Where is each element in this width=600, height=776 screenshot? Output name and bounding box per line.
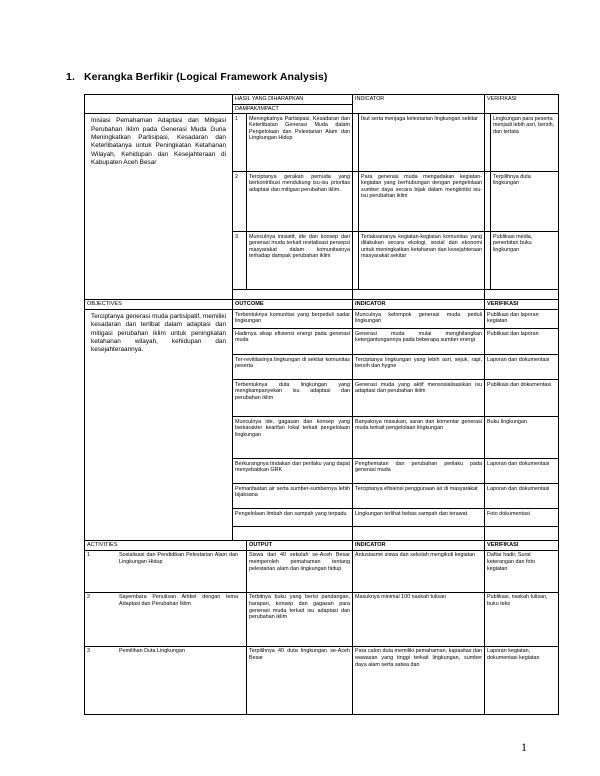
- activity-cell: [85, 646, 247, 714]
- outcome-cell: Pemanfaatan air serta sumber-sumbernya lebih bijaksana: [233, 484, 353, 509]
- activity-no: 3: [87, 648, 90, 655]
- outcome-verif: Laporan dan dokumentasi: [485, 355, 559, 380]
- activity-verif: Laporan kegiatan, dokumentasi kegiatan: [485, 646, 559, 714]
- logframe-table: [84, 94, 559, 715]
- objectives-label: OBJECTIVES: [85, 300, 233, 310]
- dampak-header: DAMPAK/IMPACT: [233, 104, 353, 114]
- hasil-header: HASIL YANG DIHARAPKAN: [233, 95, 353, 105]
- activity-indicator: Para calon duta memiliki pemahaman, kapasitas dan wawasan yang tinggi terkait lingkungan, sumber daya alam serta satwa dan: [353, 646, 485, 714]
- goal-header-blank: [85, 95, 233, 114]
- section-heading: [66, 71, 327, 83]
- objectives-indicator-header: INDICATOR: [353, 300, 485, 310]
- outcome-indicator: Terciptanya efisiensi penggunaan air di masyarakat: [353, 484, 485, 509]
- activity-indicator: Antusiasme siswa dan sekolah mengikuti kegiatan: [353, 550, 485, 592]
- outcome-cell: Berkurangnya tindakan dan perilaku yang dapat menyebabkan GRK: [233, 459, 353, 484]
- heading-title: Kerangka Berfikir (Logical Framework Analysis): [84, 71, 328, 83]
- outcome-verif: Publikasi dan laporan: [485, 329, 559, 355]
- impact-verif: Lingkungan para peserta menjadi lebih asri, bersih, dan tertata: [491, 114, 559, 172]
- outcome-indicator: Lingkungan terlihat bebas sampah dan terawat: [353, 509, 485, 527]
- outcome-cell: Hadirnya sikap efisiensi energi pada generasi muda: [233, 329, 353, 355]
- outcome-indicator: Penghematan dan perubahan perilaku pada generasi muda: [353, 459, 485, 484]
- outcome-header: OUTCOME: [233, 300, 353, 310]
- outcome-verif: Foto dokumentasi: [485, 509, 559, 527]
- outcome-cell: Pengelolaan limbah dan sampah yang terpadu: [233, 509, 353, 527]
- impact-no: 2: [233, 172, 247, 232]
- impact-text: Terciptanya gerakan pemuda yang berkontribusi mendukung isu-isu prioritas adaptasi dan mitigasi perubahan iklim.: [247, 172, 353, 232]
- activities-label: ACTIVITIES: [85, 541, 247, 551]
- activity-text: Sosialisasi dan Pendidikan Pelestarian Alam dan Lingkungan Hidup: [119, 552, 238, 565]
- activity-verif: Daftar hadir, Surat keterangan dan foto kegiatan: [485, 550, 559, 592]
- goal-verifikasi-header: VERIFIKASI: [485, 95, 559, 114]
- impact-verif: Terpilihnya duta lingkungan: [491, 172, 559, 232]
- heading-number: 1.: [66, 71, 75, 83]
- impact-no: 3: [233, 232, 247, 290]
- activity-text: Sayembara Penulisan Artikel dengan tema Adaptasi dan Perubahan Iklim: [119, 594, 238, 607]
- output-cell: Terpilihnya 40 duta lingkungan se-Aceh Besar: [247, 646, 353, 714]
- outcome-verif: Publikasi dan dokumentasi: [485, 380, 559, 417]
- outcome-cell: Ter-revitilasinya lingkungan di sekitar komunitas peserta: [233, 355, 353, 380]
- outcome-verif: Buku lingkungan: [485, 417, 559, 459]
- activity-cell: [85, 550, 247, 592]
- outcome-indicator: Generasi muda yang aktif mensosialisasikan isu adaptasi dan perubahan iklim: [353, 380, 485, 417]
- impact-text: Munculnya inisiatif, ide dan konsep dari generasi muda terkait revitalisasi persepsi masyarakat dalam komunitasnya terhadap dampak perubahan iklim: [247, 232, 353, 290]
- activity-no: 2: [87, 594, 90, 601]
- goal-indicator-header: INDICATOR: [353, 95, 485, 114]
- activities-verif-header: VERIFIKASI: [485, 541, 559, 551]
- objectives-verif-header: VERIFIKASI: [485, 300, 559, 310]
- outcome-verif: Laporan dan dokumentasi: [485, 459, 559, 484]
- impact-no: 1: [233, 114, 247, 172]
- outcome-verif: Publikasi dan laporan kegiatan: [485, 310, 559, 329]
- activity-no: 1: [87, 552, 90, 559]
- output-header: OUTPUT: [247, 541, 353, 551]
- page-number: 1: [521, 740, 527, 754]
- outcome-indicator: Munculnya kelompok generasi muda peduli lingkungan: [353, 310, 485, 329]
- objectives-text: Terciptanya generasi muda partisipatif, memiliki kesadaran dan terlibat dalam adaptasi dan mitigasi perubahan iklim untuk peningkatan ketahanan wilayah, kehidupan dan kesejahteraannya.: [85, 310, 233, 541]
- activity-indicator: Masuknya minimal 100 naskah tulisan: [353, 592, 485, 646]
- impact-indicator: Terlaksananya kegiatan-kegiatan komunitas yang dilakukan secara ekologi, sosial dan ekonomi untuk meningkatkan ketahanan dan kesejahteraan masyarakat sekitar: [359, 232, 485, 290]
- impact-indicator: Para generasi muda mengadakan kegiatan-kegiatan yang berhubungan dengan pengelolaan sumber daya secara bijak dalam mengkritisi isu-isu perubahan iklim: [359, 172, 485, 232]
- outcome-indicator: Terciptanya lingkungan yang lebih asri, sejuk, rapi, bersih dan hygne: [353, 355, 485, 380]
- activities-indicator-header: INDICATOR: [353, 541, 485, 551]
- goal-text: Inisiasi Pemahaman Adaptasi dan Mitigasi Perubahan Iklim pada Generasi Muda Guna Meningkatkan Partisipasi, Kesadaran dan Keterlibatanya untuk Peningkatan Ketahanan Wilayah, Kehidupan dan Kesejahteraan di Kabupaten Aceh Besar: [85, 114, 233, 300]
- impact-indicator: Ikut serta menjaga kelestarian lingkungan sekitar: [359, 114, 485, 172]
- activity-verif: Publikasi, naskah tulisan, buku teks: [485, 592, 559, 646]
- output-cell: Siswa dari 40 sekolah se-Aceh Besar memperoleh pemahaman tentang pelestarian alam dan lingkungan hidup: [247, 550, 353, 592]
- impact-verif: Publikasi media, penerbitan buku lingkungan: [491, 232, 559, 290]
- activity-text: Pemilihan Duta Lingkungan: [119, 648, 185, 655]
- outcome-cell: Terbentuknya duta lingkungan yang mengkampanyekan isu adaptasi dan perubahan iklim: [233, 380, 353, 417]
- outcome-indicator: Banyaknya masukan, saran dan komentar generasi muda terkait pengelolaan lingkungan: [353, 417, 485, 459]
- output-cell: Terbitnya buku yang berisi pandangan, harapan, konsep dan gagasan para generasi muda terkait isu adaptasi dan perubahan iklim: [247, 592, 353, 646]
- outcome-cell: Munculnya ide, gagasan dan konsep yang berkarakter kearifan lokal terkait pengelolaan lingkungan: [233, 417, 353, 459]
- outcome-indicator: Generasi muda mulai menghilangkan ketergantungannya pada beberapa sumber energi: [353, 329, 485, 355]
- outcome-cell: Terbentuknya komunitas yang berpeduli sadar lingkungan: [233, 310, 353, 329]
- outcome-verif: Laporan dan dokumentasi: [485, 484, 559, 509]
- activity-cell: [85, 592, 247, 646]
- impact-text: Meningkatnya Partisipasi, Kesadaran dan Keterlibatan Generasi Muda dalam Pengelolaan dan Pelestarian Alam dan Lingkungan Hidup: [247, 114, 353, 172]
